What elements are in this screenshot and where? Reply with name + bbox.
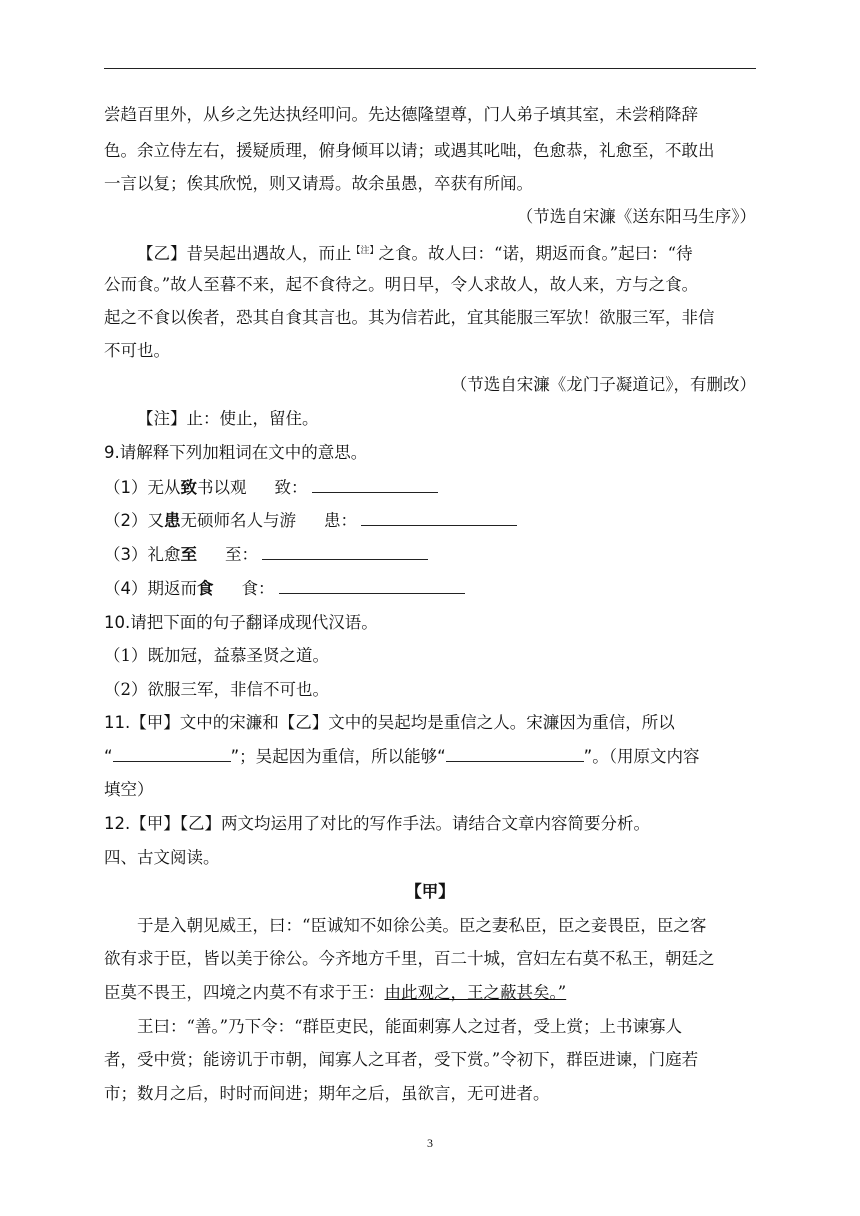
q11-end-text: ”。（用原文内容 xyxy=(583,747,700,766)
q9-item-2-post: 无硕师名人与游 xyxy=(180,511,296,530)
page-number: 3 xyxy=(427,1136,433,1150)
passage-a-line-2: 色。余立侍左右，援疑质理，俯身倾耳以请；或遇其叱咄，色愈恭，礼愈至，不敢出 xyxy=(104,141,715,160)
passage-jia-title: 【甲】 xyxy=(405,882,455,901)
passage-b-line-1 xyxy=(137,240,756,265)
passage-a-line-3: 一言以复；俟其欣悦，则又请焉。故余虽愚，卒获有所闻。 xyxy=(104,174,533,193)
q9-item-4-num: （4） xyxy=(104,579,148,598)
passage-a-line-1: 尝趋百里外，从乡之先达执经叩问。先达德隆望尊，门人弟子填其室，未尝稍降辞 xyxy=(104,105,698,124)
passage-a-source: （节选自宋濂《送东阳马生序》） xyxy=(516,207,756,226)
footnote-marker: 【注】 xyxy=(351,246,379,256)
passage-jia-p2-line-2: 者，受中赏；能谤讥于市朝，闻寡人之耳者，受下赏。”令初下，群臣进谏，门庭若 xyxy=(104,1050,699,1069)
q9-item-4-bold-word: 食 xyxy=(197,579,214,598)
passage-b-line-1-pre: 【乙】昔吴起出遇故人，而止 xyxy=(137,244,352,263)
q9-item-3-bold-word: 至 xyxy=(180,545,197,564)
q9-item-1-label: 致： xyxy=(274,478,308,497)
header-rule xyxy=(104,68,756,69)
q9-item-3-num: （3） xyxy=(104,545,148,564)
q9-item-3 xyxy=(104,544,756,566)
underlined-sentence: 由此观之，王之蔽甚矣。” xyxy=(384,983,567,1002)
q9-item-1 xyxy=(104,477,756,499)
q9-item-2 xyxy=(104,510,756,532)
passage-b-line-3: 起之不食以俟者，恐其自食其言也。其为信若此，宜其能服三军欤！欲服三军，非信 xyxy=(104,308,715,327)
passage-jia-p1-line-3-a: 臣莫不畏王，四境之内莫不有求于王： xyxy=(104,983,385,1002)
q9-item-3-pre: 礼愈 xyxy=(147,545,181,564)
passage-jia-p1-line-1: 于是入朝见威王，曰：“臣诚知不如徐公美。臣之妻私臣，臣之妾畏臣，臣之客 xyxy=(137,916,707,935)
q9-item-3-answer-blank[interactable] xyxy=(262,545,428,560)
q9-stem: 9.请解释下列加粗词在文中的意思。 xyxy=(104,443,368,462)
q9-item-2-pre: 又 xyxy=(147,511,164,530)
q11-mid-text: ”；吴起因为重信，所以能够“ xyxy=(230,747,446,766)
q10-sentence-2: （2）欲服三军，非信不可也。 xyxy=(104,680,329,699)
passage-jia-p1-line-3 xyxy=(104,982,756,1004)
q9-item-1-bold-word: 致 xyxy=(180,478,197,497)
passage-jia-p1-line-2: 欲有求于臣，皆以美于徐公。今齐地方千里，百二十城，宫妇左右莫不私王，朝廷之 xyxy=(104,949,715,968)
passage-jia-p2-line-1: 王曰：“善。”乃下令：“群臣吏民，能面刺寡人之过者，受上赏；上书谏寡人 xyxy=(137,1017,683,1036)
q9-item-1-num: （1） xyxy=(104,478,148,497)
passage-jia-p2-line-3: 市；数月之后，时时而间进；期年之后，虽欲言，无可进者。 xyxy=(104,1084,550,1103)
q9-item-1-post: 书以观 xyxy=(197,478,247,497)
passage-b-line-1-post: 之食。故人曰：“诺，期返而食。”起曰：“待 xyxy=(378,244,693,263)
q11-line-3: 填空） xyxy=(104,780,154,799)
q11-blank-1[interactable] xyxy=(113,747,231,762)
q9-item-2-num: （2） xyxy=(104,511,148,530)
passage-b-note: 【注】止：使止，留住。 xyxy=(137,409,319,428)
section-4-heading: 四、古文阅读。 xyxy=(104,848,220,867)
q9-item-1-answer-blank[interactable] xyxy=(312,478,438,493)
q9-item-2-answer-blank[interactable] xyxy=(361,511,517,526)
q10-sentence-1: （1）既加冠，益慕圣贤之道。 xyxy=(104,646,329,665)
q9-item-4-label: 食： xyxy=(241,579,275,598)
q9-item-1-pre: 无从 xyxy=(147,478,181,497)
q9-item-4-answer-blank[interactable] xyxy=(279,579,465,594)
q11-blank-2[interactable] xyxy=(446,747,584,762)
q11-line-2 xyxy=(104,746,756,768)
q11-open-quote-1: “ xyxy=(104,747,113,766)
q9-item-3-label: 至： xyxy=(225,545,258,564)
q9-item-4 xyxy=(104,578,756,600)
passage-b-line-2: 公而食。”故人至暮不来，起不食待之。明日早，令人求故人，故人来，方与之食。 xyxy=(104,275,699,294)
passage-b-line-4: 不可也。 xyxy=(104,341,170,360)
q9-item-2-bold-word: 患 xyxy=(164,511,181,530)
q10-stem: 10.请把下面的句子翻译成现代汉语。 xyxy=(104,613,378,632)
q9-item-4-pre: 期返而 xyxy=(147,579,197,598)
q11-line-1: 11.【甲】文中的宋濂和【乙】文中的吴起均是重信之人。宋濂因为重信，所以 xyxy=(104,713,675,732)
q9-item-2-label: 患： xyxy=(324,511,357,530)
passage-b-source: （节选自宋濂《龙门子凝道记》，有删改） xyxy=(450,375,756,394)
q12-stem: 12.【甲】【乙】两文均运用了对比的写作手法。请结合文章内容简要分析。 xyxy=(104,814,650,833)
